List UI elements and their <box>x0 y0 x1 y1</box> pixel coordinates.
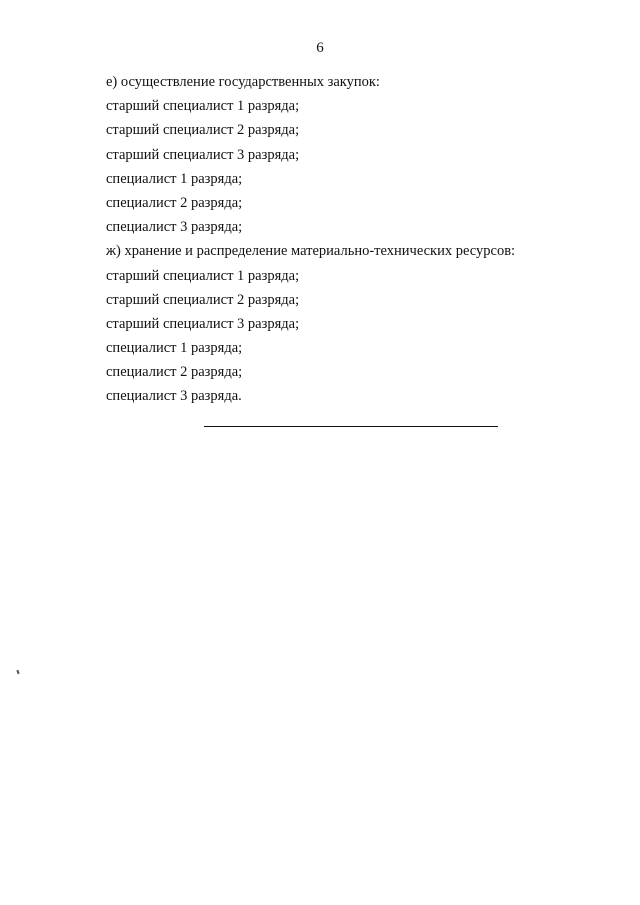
list-item: специалист 3 разряда. <box>106 388 242 405</box>
list-item: старший специалист 3 разряда; <box>106 146 300 163</box>
section-heading-zh: ж) хранение и распределение материально-технических ресурсов: <box>106 243 516 260</box>
list-item: специалист 1 разряда; <box>106 340 243 357</box>
list-item: специалист 1 разряда; <box>106 170 243 187</box>
list-item: старший специалист 2 разряда; <box>106 291 300 308</box>
list-item: старший специалист 2 разряда; <box>106 122 300 139</box>
scan-speck <box>16 670 19 674</box>
list-item: старший специалист 1 разряда; <box>106 98 300 115</box>
section-heading-e: е) осуществление государственных закупок: <box>106 74 380 90</box>
list-item: старший специалист 1 разряда; <box>106 267 300 284</box>
list-item: специалист 3 разряда; <box>106 219 243 236</box>
list-item: старший специалист 3 разряда; <box>106 315 300 332</box>
list-item: специалист 2 разряда; <box>106 194 243 211</box>
closing-divider-line <box>204 426 498 427</box>
document-body <box>106 70 566 409</box>
list-item: специалист 2 разряда; <box>106 364 243 381</box>
page-number: 6 <box>316 40 324 56</box>
